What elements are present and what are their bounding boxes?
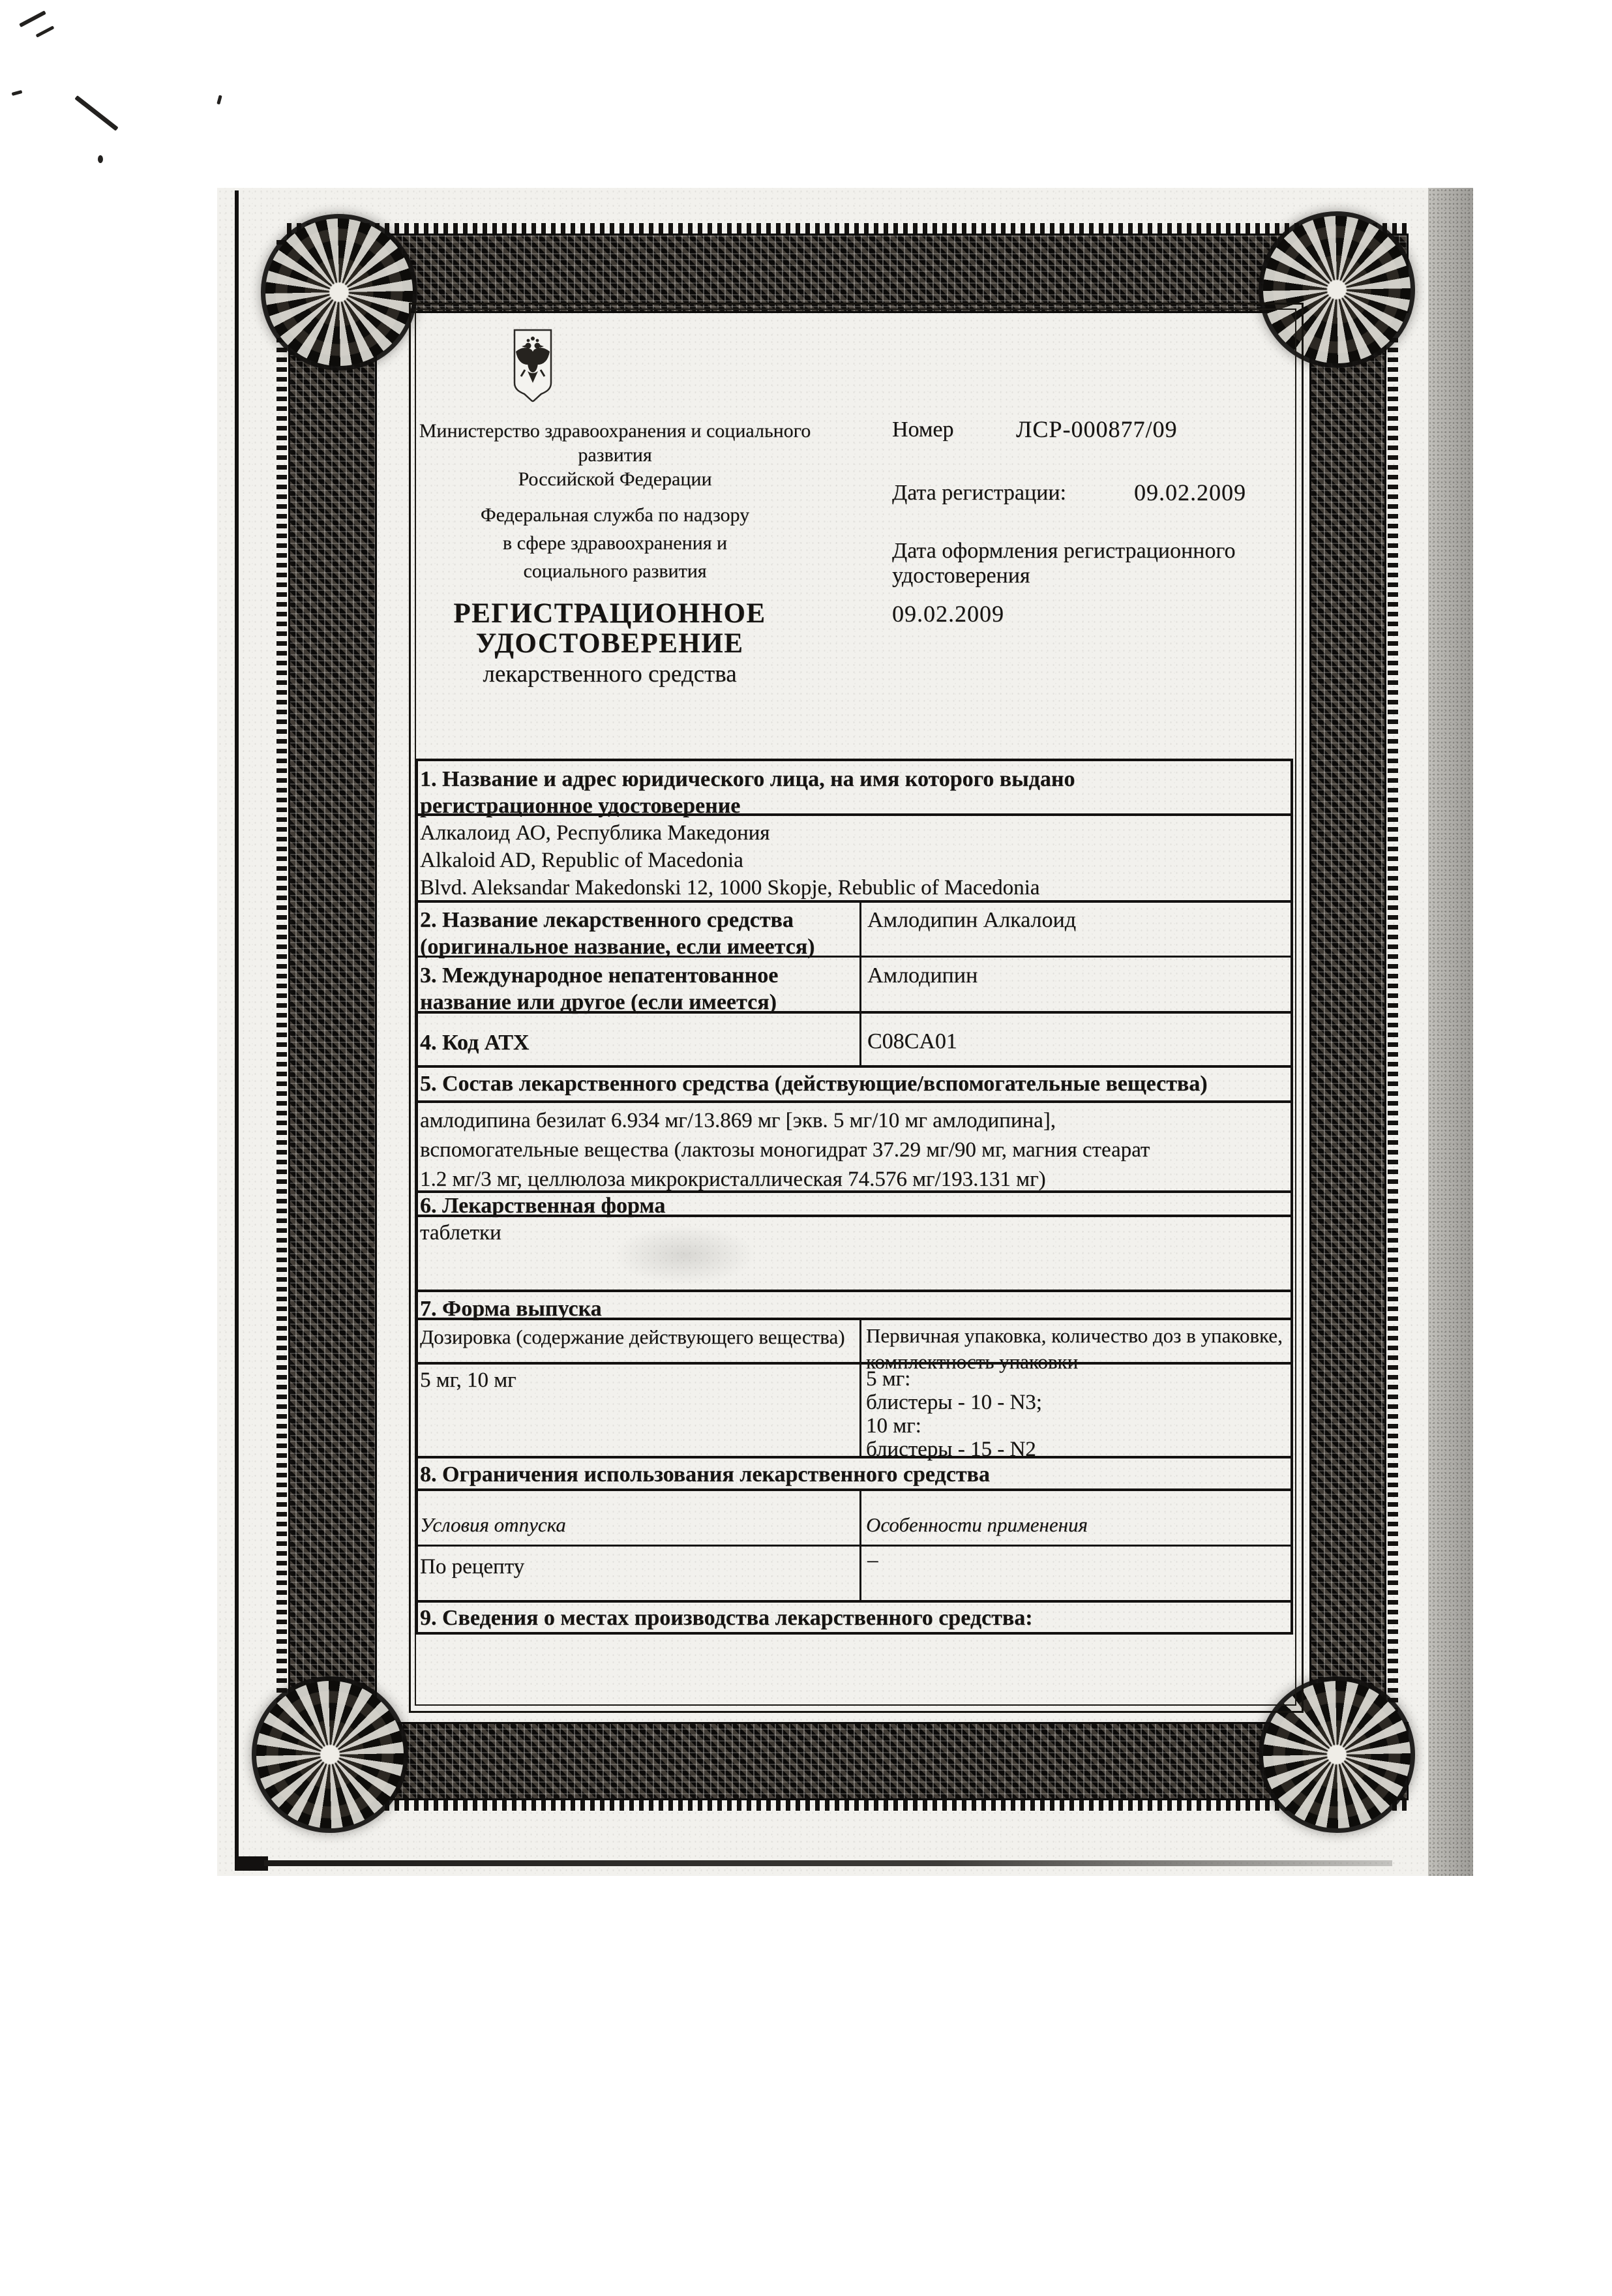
dispensing-conditions-label: Условия отпуска <box>420 1513 566 1536</box>
document-subtitle: лекарственного средства <box>483 661 737 687</box>
section-4-title: 4. Код АТХ <box>420 1031 530 1055</box>
section-2-title <box>420 907 857 960</box>
issue-date-label-line: удостоверения <box>892 564 1030 588</box>
packaging-column-header <box>866 1323 1290 1375</box>
packaging-value-line: блистеры - 10 - N3; <box>866 1391 1042 1414</box>
composition-line: вспомогательные вещества (лактозы моногидрат 37.29 мг/90 мг, магния стеарат <box>420 1138 1150 1162</box>
ministry-line: развития <box>578 444 652 466</box>
table-border-right <box>1291 759 1293 1635</box>
service-line: Федеральная служба по надзору <box>480 504 750 526</box>
scan-bottom-line <box>264 1860 1392 1866</box>
table-column-divider <box>859 1318 861 1456</box>
table-rule <box>415 1632 1293 1635</box>
section-3-title-line: название или другое (если имеется) <box>420 990 777 1014</box>
table-rule <box>415 1488 1293 1491</box>
dosage-value: 5 мг, 10 мг <box>420 1368 516 1392</box>
dosage-form-value: таблетки <box>420 1221 501 1245</box>
pen-mark <box>74 95 118 131</box>
service-line: социального развития <box>523 560 707 582</box>
section-6-title: 6. Лекарственная форма <box>420 1194 666 1218</box>
table-column-divider <box>859 1488 861 1603</box>
table-rule <box>415 1290 1293 1292</box>
section-1-title-line: регистрационное удостоверение <box>420 794 741 818</box>
pen-mark <box>216 95 222 105</box>
composition-line: 1.2 мг/3 мг, целлюлоза микрокристаллическая 74.576 мг/193.131 мг) <box>420 1168 1046 1191</box>
section-1-title <box>420 766 1287 819</box>
registration-date-label: Дата регистрации: <box>892 481 1066 505</box>
issue-date-value: 09.02.2009 <box>892 601 1004 627</box>
russia-coat-of-arms-icon <box>512 328 554 406</box>
document-title <box>419 599 801 659</box>
frame-rosette-top-left <box>265 219 413 366</box>
ministry-line: Министерство здравоохранения и социального <box>419 420 811 442</box>
pen-mark <box>19 10 46 27</box>
table-column-divider <box>859 900 861 1065</box>
dosage-column-header: Дозировка (содержание действующего вещества) <box>420 1325 845 1348</box>
scan-left-edge-line <box>235 190 239 1871</box>
scan-bottom-bar <box>237 1856 268 1871</box>
application-features-label: Особенности применения <box>866 1513 1088 1536</box>
table-rule <box>415 1100 1293 1103</box>
pen-mark <box>36 25 55 37</box>
scan-smudge <box>613 1225 756 1285</box>
section-2-title-line: 2. Название лекарственного средства <box>420 908 794 932</box>
packaging-value-line: 5 мг: <box>866 1367 911 1391</box>
section-1-body <box>420 819 1287 901</box>
section-2-title-line: (оригинальное название, если имеется) <box>420 935 815 959</box>
frame-band-left <box>288 234 377 1800</box>
section-3-title-line: 3. Международное непатентованное <box>420 963 779 988</box>
scan-right-edge-shadow <box>1428 188 1473 1876</box>
table-rule <box>415 1600 1293 1603</box>
drug-inn-name: Амлодипин <box>867 963 978 988</box>
pen-mark <box>98 155 103 163</box>
table-rule <box>415 759 1293 761</box>
section-1-title-line: 1. Название и адрес юридического лица, на имя которого выдано <box>420 767 1075 791</box>
number-label: Номер <box>892 417 954 442</box>
atc-code-value: C08CA01 <box>867 1029 957 1053</box>
packaging-value-line: 10 мг: <box>866 1414 921 1438</box>
table-rule <box>415 1065 1293 1068</box>
ministry-line: Российской Федерации <box>518 468 712 490</box>
section-5-body <box>420 1106 1287 1194</box>
document-title-line: РЕГИСТРАЦИОННОЕ <box>453 598 766 629</box>
number-value: ЛСР-000877/09 <box>1016 416 1178 442</box>
frame-fringe-bottom <box>287 1800 1409 1811</box>
frame-band-bottom <box>287 1722 1409 1800</box>
table-border-left <box>415 759 418 1635</box>
section-8-title: 8. Ограничения использования лекарственного средства <box>420 1462 990 1487</box>
section-3-title <box>420 962 857 1016</box>
holder-address: Blvd. Aleksandar Makedonski 12, 1000 Skopje, Rebublic of Macedonia <box>420 876 1040 899</box>
frame-fringe-right <box>1388 235 1398 1800</box>
table-rule <box>415 1545 1293 1547</box>
section-5-title: 5. Состав лекарственного средства (действующие/вспомогательные вещества) <box>420 1072 1208 1096</box>
issue-date-label <box>892 539 1296 588</box>
holder-name-en: Alkaloid AD, Republic of Macedonia <box>420 849 743 872</box>
registration-date-value: 09.02.2009 <box>1134 479 1246 506</box>
frame-band-right <box>1309 234 1386 1800</box>
frame-fringe-top <box>287 223 1409 234</box>
table-rule <box>415 1456 1293 1458</box>
issue-date-label-line: Дата оформления регистрационного <box>892 539 1236 563</box>
pen-mark <box>12 90 23 96</box>
document-title-line: УДОСТОВЕРЕНИЕ <box>475 628 744 659</box>
dispensing-conditions-value: По рецепту <box>420 1555 525 1578</box>
application-features-value: – <box>867 1548 878 1572</box>
packaging-column-header-line: комплектность упаковки <box>866 1350 1079 1373</box>
frame-band-top <box>287 234 1409 313</box>
frame-rosette-bottom-left <box>256 1681 404 1828</box>
drug-trade-name: Амлодипин Алкалоид <box>867 908 1077 932</box>
service-line: в сфере здравоохранения и <box>502 532 728 554</box>
holder-name-ru: Алкалоид АО, Республика Македония <box>420 821 770 845</box>
ministry-name <box>415 419 814 491</box>
composition-line: амлодипина безилат 6.934 мг/13.869 мг [экв. 5 мг/10 мг амлодипина], <box>420 1109 1056 1132</box>
section-9-title: 9. Сведения о местах производства лекарственного средства: <box>420 1606 1033 1630</box>
packaging-value-line: блистеры - 15 - N2 <box>866 1438 1036 1461</box>
section-7-title: 7. Форма выпуска <box>420 1297 602 1321</box>
frame-fringe-left <box>276 235 287 1800</box>
federal-service-name <box>415 501 814 585</box>
packaging-column-header-line: Первичная упаковка, количество доз в упаковке, <box>866 1324 1283 1347</box>
